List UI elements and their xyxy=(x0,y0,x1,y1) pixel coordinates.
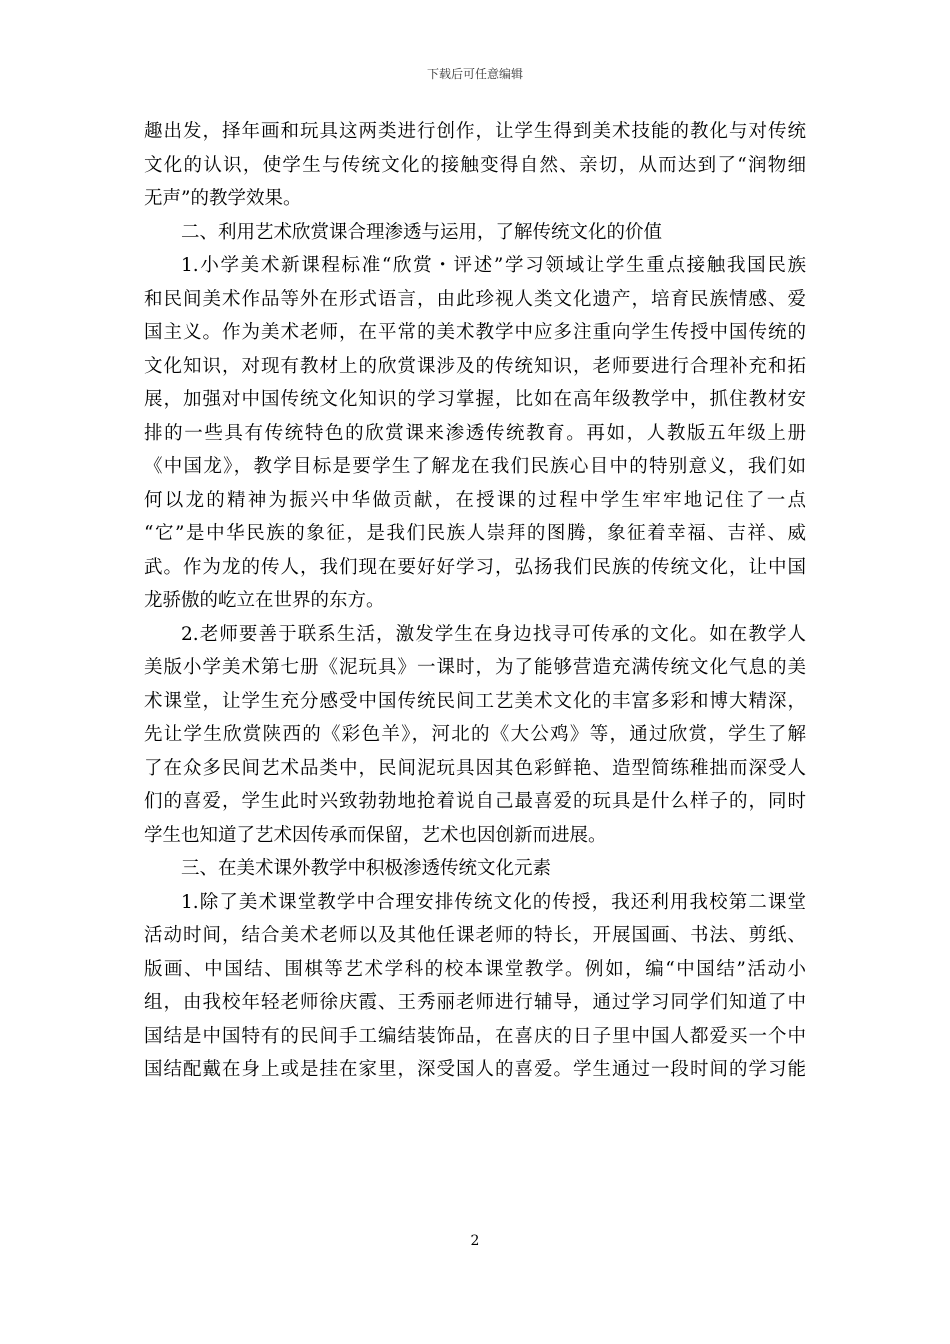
text-line: 术课堂，让学生充分感受中国传统民间工艺美术文化的丰富多彩和博大精深， xyxy=(144,690,806,712)
text-line: 和民间美术作品等外在形式语言，由此珍视人类文化遗产，培育民族情感、爱 xyxy=(144,288,806,310)
text-line: 展，加强对中国传统文化知识的学习掌握，比如在高年级教学中，抓住教材安 xyxy=(144,389,806,410)
text-line: 三、在美术课外教学中积极渗透传统文化元素 xyxy=(181,858,552,879)
page-header: 下载后可任意编辑 xyxy=(426,67,523,81)
text-line: 们的喜爱，学生此时兴致勃勃地抢着说自己最喜爱的玩具是什么样子的，同时 xyxy=(144,791,806,812)
text-line: 1.小学美术新课程标准“欣赏・评述”学习领域让学生重点接触我国民族 xyxy=(181,255,806,276)
text-line: 了在众多民间艺术品类中，民间泥玩具因其色彩鲜艳、造型简练稚拙而深受人 xyxy=(144,757,806,779)
text-line: 武。作为龙的传人，我们现在要好好学习，弘扬我们民族的传统文化，让中国 xyxy=(144,556,806,578)
text-line: 国结配戴在身上或是挂在家里，深受国人的喜爱。学生通过一段时间的学习能 xyxy=(144,1059,806,1080)
text-line: “它”是中华民族的象征，是我们民族人崇拜的图腾，象征着幸福、吉祥、威 xyxy=(144,523,806,544)
document-body xyxy=(144,115,806,1087)
page-number: 2 xyxy=(470,1233,480,1249)
text-line: 国结是中国特有的民间手工编结装饰品，在喜庆的日子里中国人都爱买一个中 xyxy=(144,1025,806,1047)
text-line: 文化知识，对现有教材上的欣赏课涉及的传统知识，老师要进行合理补充和拓 xyxy=(144,355,806,377)
text-line: 先让学生欣赏陕西的《彩色羊》，河北的《大公鸡》等，通过欣赏，学生了解 xyxy=(144,724,806,745)
text-line: 趣出发，择年画和玩具这两类进行创作，让学生得到美术技能的教化与对传统 xyxy=(144,121,806,142)
text-line: 组，由我校年轻老师徐庆霞、王秀丽老师进行辅导，通过学习同学们知道了中 xyxy=(144,992,806,1013)
text-line: 无声”的教学效果。 xyxy=(144,188,302,209)
text-line: 何以龙的精神为振兴中华做贡献，在授课的过程中学生牢牢地记住了一点 xyxy=(144,489,806,511)
text-line: 《中国龙》，教学目标是要学生了解龙在我们民族心目中的特别意义，我们如 xyxy=(144,456,806,477)
text-line: 美版小学美术第七册《泥玩具》一课时，为了能够营造充满传统文化气息的美 xyxy=(144,657,806,678)
text-line: 版画、中国结、围棋等艺术学科的校本课堂教学。例如，编“中国结”活动小 xyxy=(144,958,806,980)
text-line: 龙骄傲的屹立在世界的东方。 xyxy=(144,590,385,611)
text-line: 文化的认识，使学生与传统文化的接触变得自然、亲切，从而达到了“润物细 xyxy=(144,154,806,176)
text-line: 1.除了美术课堂教学中合理安排传统文化的传授，我还利用我校第二课堂 xyxy=(181,891,806,913)
text-line: 2.老师要善于联系生活，激发学生在身边找寻可传承的文化。如在教学人 xyxy=(181,623,806,645)
text-line: 学生也知道了艺术因传承而保留，艺术也因创新而进展。 xyxy=(144,824,607,846)
text-line: 二、利用艺术欣赏课合理渗透与运用，了解传统文化的价值 xyxy=(181,221,663,243)
text-line: 活动时间，结合美术老师以及其他任课老师的特长，开展国画、书法、剪纸、 xyxy=(144,925,806,946)
text-line: 排的一些具有传统特色的欣赏课来渗透传统教育。再如，人教版五年级上册 xyxy=(144,422,806,444)
text-line: 国主义。作为美术老师，在平常的美术教学中应多注重向学生传授中国传统的 xyxy=(144,322,806,343)
